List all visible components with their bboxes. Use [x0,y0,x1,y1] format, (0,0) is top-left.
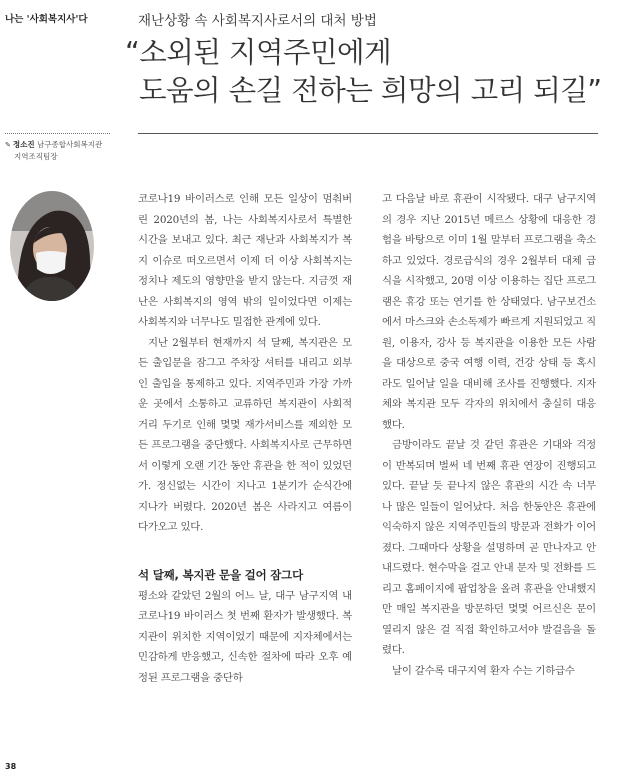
author-portrait-illustration [10,191,94,301]
author-photo [10,191,94,301]
page-number: 38 [5,762,17,771]
author-divider [5,133,110,134]
author-role: 지역조직팀장 [14,152,58,161]
headline-divider [138,133,598,134]
article-column-1 [138,189,352,688]
paragraph: 날이 갈수록 대구지역 환자 수는 기하급수 [392,664,575,677]
author-name: 정소진 [12,140,35,149]
section-label: 나는 '사회복지사'다 [5,14,88,25]
article-headline [125,34,615,110]
author-byline [5,139,117,162]
paragraph: 지난 2월부터 현재까지 석 달째, 복지관은 모든 출입문을 잠그고 주차장 셔터를 내리고 외부인 출입을 통제하고 있다. 지역주민과 가장 가까운 곳에서 소통하고 교류하던 복지관이 사회적 거리 두기로 인해 몇몇 재가서비스를 제외한 모든 프로그램을 중단했다. 사회복지사로 근무하면서 이렇게 오랜 기간 동안 휴관을 한 적이 있었던가. 정신없는 시간이 지나고 1분기가 순식간에 지나가 버렸다. 2020년 봄은 사라지고 여름이 다가오고 있다. [138,336,352,533]
author-affiliation: 남구종합사회복지관 [37,140,103,149]
paragraph: 고 다음날 바로 휴관이 시작됐다. 대구 남구지역의 경우 지난 2015년 메르스 상황에 대응한 경험을 바탕으로 이미 1월 말부터 프로그램을 축소하고 있었다. 경로급식의 경우 2월부터 대체 급식을 시작했고, 20명 이상 이용하는 집단 프로그램은 휴강 또는 연기를 한 상태였다. 남구보건소에서 마스크와 손소독제가 빠르게 지원되었고 직원, 이용자, 강사 등 복지관을 이용한 모든 사람을 대상으로 중국 여행 이력, 건강 상태 등 혹시라도 일어날 일을 대비해 조사를 진행했다. 지자체와 복지관 모두 각자의 위치에서 충실히 대응했다. [382,193,596,431]
article-kicker: 재난상황 속 사회복지사로서의 대처 방법 [138,13,377,29]
headline-line-2: 도움의 손길 전하는 희망의 고리 되길” [139,74,602,107]
paragraph: 코로나19 바이러스로 인해 모든 일상이 멈춰버린 2020년의 봄, 나는 사회복지사로서 특별한 시간을 보내고 있다. 최근 재난과 사회복지가 복지 이슈로 떠오르면서 이제 더 이상 사회복지는 정치나 제도의 영향만을 받지 않는다. 지금껏 재난은 사회복지의 영역 밖의 일이었다면 이제는 사회복지와 너무나도 밀접한 관계에 있다. [138,193,352,328]
article-column-2 [382,189,596,681]
pen-icon: ✎ [5,141,11,149]
headline-line-1: “소외된 지역주민에게 [125,36,392,69]
paragraph: 평소와 같았던 2월의 어느 날, 대구 남구지역 내 코로나19 바이러스 첫 번째 환자가 발생했다. 복지관이 위치한 지역이었기 때문에 지자체에서는 민감하게 반응했고, 신속한 절차에 따라 오후 예정된 프로그램을 중단하 [138,589,352,684]
paragraph: 금방이라도 끝날 것 같던 휴관은 기대와 걱정이 반복되며 벌써 네 번째 휴관 연장이 진행되고 있다. 끝날 듯 끝나지 않은 휴관의 시간 속 너무나 많은 일들이 일어났다. 처음 한동안은 휴관에 익숙하지 않은 지역주민들의 방문과 전화가 이어졌다. 그때마다 상황을 설명하며 곧 만나자고 안내드렸다. 현수막을 걸고 안내 문자 및 전화를 드리고 홈페이지에 팝업창을 올려 휴관을 안내했지만 매일 복지관을 방문하던 몇몇 어르신은 문이 열리지 않은 걸 직접 확인하고서야 발걸음을 돌렸다. [382,439,596,656]
section-subheading: 석 달째, 복지관 문을 걸어 잠그다 [138,567,304,582]
